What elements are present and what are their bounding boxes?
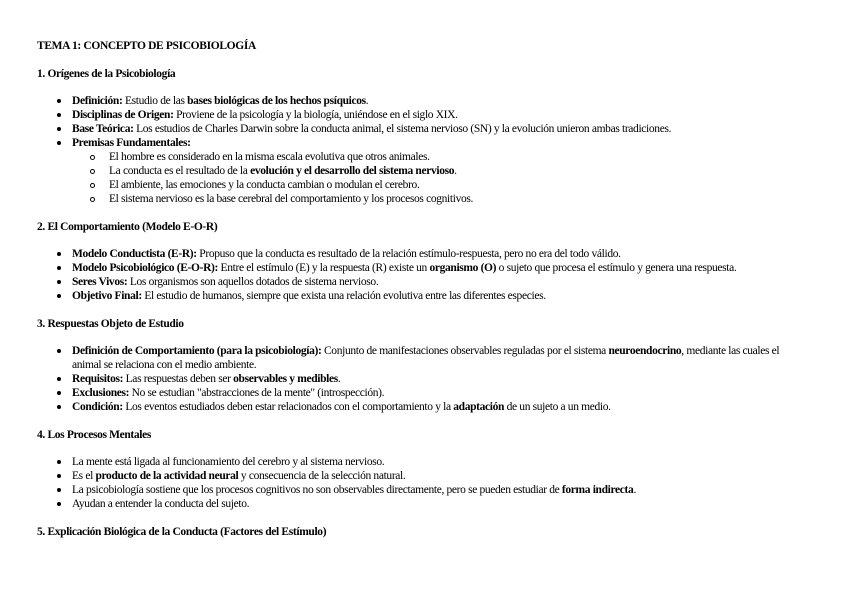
body-text: y consecuencia de la selección natural. xyxy=(238,470,406,482)
section-heading: 4. Los Procesos Mentales xyxy=(37,429,152,441)
body-text: La mente está ligada al funcionamiento del cerebro y al sistema nervioso. xyxy=(72,456,385,468)
body-text: Conjunto de manifestaciones observables reguladas por el sistema xyxy=(321,345,609,357)
body-text: de un sujeto a un medio. xyxy=(504,401,611,413)
bold-text: producto de la actividad neural xyxy=(95,470,239,482)
list-item xyxy=(37,261,792,275)
list-item xyxy=(37,344,792,372)
bullet-list xyxy=(37,247,848,303)
list-item xyxy=(37,400,792,414)
item-label: Modelo Conductista (E-R): xyxy=(72,248,197,260)
list-item xyxy=(37,469,792,483)
list-item xyxy=(37,455,792,469)
body-text: Ayudan a entender la conducta del sujeto. xyxy=(72,498,250,510)
bold-text: organismo (O) xyxy=(429,262,497,274)
sub-list-item xyxy=(72,164,792,178)
list-item xyxy=(37,122,792,136)
body-text: . xyxy=(365,95,369,107)
list-item xyxy=(37,247,792,261)
body-text: , mediante las cuales el animal se relaciona con el medio ambiente. xyxy=(72,345,780,371)
bold-text: adaptación xyxy=(453,401,505,413)
list-item xyxy=(37,483,792,497)
item-label: Modelo Psicobiológico (E-O-R): xyxy=(72,262,219,274)
body-text: Los estudios de Charles Darwin sobre la conducta animal, el sistema nervioso (SN) y la evolución unieron ambas tradiciones. xyxy=(133,123,672,135)
document-body xyxy=(37,67,848,539)
list-item xyxy=(37,372,792,386)
bullet-list xyxy=(37,455,848,511)
list-item xyxy=(37,94,792,108)
item-label: Condición: xyxy=(72,401,123,413)
item-label: Disciplinas de Origen: xyxy=(72,109,174,121)
body-text: Las respuestas deben ser xyxy=(123,373,234,385)
body-text: La conducta es el resultado de la xyxy=(109,165,251,177)
body-text: Entre el estímulo (E) y la respuesta (R) existe un xyxy=(218,262,430,274)
item-label: Definición de Comportamiento (para la psicobiología): xyxy=(72,345,322,357)
bold-text: forma indirecta xyxy=(561,484,634,496)
body-text: El estudio de humanos, siempre que exista una relación evolutiva entre las diferentes especies. xyxy=(141,290,546,302)
bold-text: bases biológicas de los hechos psíquicos xyxy=(187,95,366,107)
bold-text: observables y medibles xyxy=(233,373,338,385)
sub-list-item xyxy=(72,178,792,192)
section-heading: 1. Orígenes de la Psicobiología xyxy=(37,68,176,80)
body-text: Es el xyxy=(72,470,96,482)
list-item xyxy=(37,108,792,122)
item-label: Premisas Fundamentales: xyxy=(72,137,191,149)
item-label: Requisitos: xyxy=(72,373,124,385)
item-label: Seres Vivos: xyxy=(72,276,128,288)
body-text: La psicobiología sostiene que los procesos cognitivos no son observables directamente, pero se pueden estudiar de xyxy=(72,484,562,496)
body-text: . xyxy=(337,373,341,385)
body-text: . xyxy=(633,484,636,496)
bold-text: neuroendocrino xyxy=(608,345,682,357)
item-label: Base Teórica: xyxy=(72,123,134,135)
document-title: TEMA 1: CONCEPTO DE PSICOBIOLOGÍA xyxy=(37,40,256,52)
item-label: Objetivo Final: xyxy=(72,290,142,302)
body-text: Los organismos son aquellos dotados de sistema nervioso. xyxy=(127,276,379,288)
sub-bullet-list xyxy=(72,150,792,206)
body-text: El sistema nervioso es la base cerebral del comportamiento y los procesos cognitivos. xyxy=(109,193,474,205)
list-item xyxy=(37,136,792,206)
section-heading: 3. Respuestas Objeto de Estudio xyxy=(37,318,184,330)
body-text: No se estudian "abstracciones de la mente" (introspección). xyxy=(129,387,385,399)
bullet-list xyxy=(37,94,848,206)
body-text: Estudio de las xyxy=(122,95,188,107)
sub-list-item xyxy=(72,150,792,164)
item-label: Exclusiones: xyxy=(72,387,130,399)
sub-list-item xyxy=(72,192,792,206)
list-item xyxy=(37,386,792,400)
body-text: El ambiente, las emociones y la conducta cambian o modulan el cerebro. xyxy=(109,179,420,191)
bullet-list xyxy=(37,344,848,414)
body-text: Proviene de la psicología y la biología, uniéndose en el siglo XIX. xyxy=(173,109,458,121)
section-heading: 5. Explicación Biológica de la Conducta (Factores del Estímulo) xyxy=(37,526,327,538)
section-heading: 2. El Comportamiento (Modelo E-O-R) xyxy=(37,221,218,233)
bold-text: evolución y el desarrollo del sistema nervioso xyxy=(250,165,455,177)
body-text: Propuso que la conducta es resultado de la relación estímulo-respuesta, pero no era del todo válido. xyxy=(196,248,621,260)
list-item xyxy=(37,275,792,289)
body-text: El hombre es considerado en la misma escala evolutiva que otros animales. xyxy=(109,151,430,163)
body-text: o sujeto que procesa el estímulo y genera una respuesta. xyxy=(496,262,737,274)
list-item xyxy=(37,497,792,511)
list-item xyxy=(37,289,792,303)
item-label: Definición: xyxy=(72,95,123,107)
body-text: . xyxy=(454,165,457,177)
body-text: Los eventos estudiados deben estar relacionados con el comportamiento y la xyxy=(122,401,454,413)
